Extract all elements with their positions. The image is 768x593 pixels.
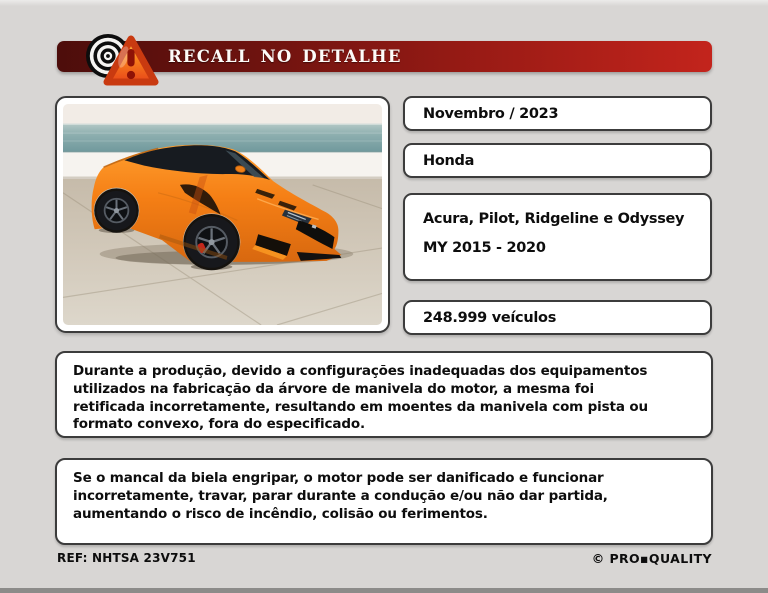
car-photo-frame: [55, 96, 390, 333]
recall-date: Novembro / 2023: [423, 105, 559, 122]
sea-streak: [63, 141, 382, 142]
risk-line: aumentando o risco de incêndio, colisão ou ferimentos.: [73, 505, 488, 522]
defect-line: utilizados na fabricação da árvore de manivela do motor, a mesma foi: [73, 380, 595, 397]
brand-name: Honda: [423, 152, 475, 169]
car-front-wheel: [186, 216, 238, 267]
sky: [63, 104, 382, 126]
models-line: Acura, Pilot, Ridgeline e Odyssey: [423, 211, 685, 227]
affected-count-box: [403, 300, 712, 335]
risk-line: incorretamente, travar, parar durante a condução e/ou não dar partida,: [73, 487, 608, 504]
horizon-line: [63, 124, 382, 125]
defect-line: Durante a produção, devido a configurações inadequadas dos equipamentos: [73, 363, 648, 379]
model-years-line: MY 2015 - 2020: [423, 240, 546, 256]
page-title: RECALL NO DETALHE: [168, 47, 402, 66]
models-box: [403, 193, 712, 281]
car-photo: [63, 104, 382, 325]
brand-box: [403, 143, 712, 178]
reference-text: REF: NHTSA 23V751: [57, 551, 196, 565]
publisher-brand: © PRO▪QUALITY: [591, 551, 712, 566]
defect-line: retificada incorretamente, resultando em moentes da manivela com pista ou: [73, 398, 648, 415]
defect-description-box: [55, 351, 713, 438]
date-box: [403, 96, 712, 131]
sea-streak: [63, 133, 382, 134]
car-rear-wheel: [97, 191, 137, 230]
page-top-highlight: [0, 0, 768, 6]
risk-description-box: [55, 458, 713, 545]
recall-alert-icon: [84, 25, 162, 91]
risk-line: Se o mancal da biela engripar, o motor pode ser danificado e funcionar: [73, 470, 604, 486]
affected-count: 248.999 veículos: [423, 309, 557, 326]
page-bottom-border: [0, 588, 768, 593]
defect-line: formato convexo, fora do especificado.: [73, 416, 365, 433]
